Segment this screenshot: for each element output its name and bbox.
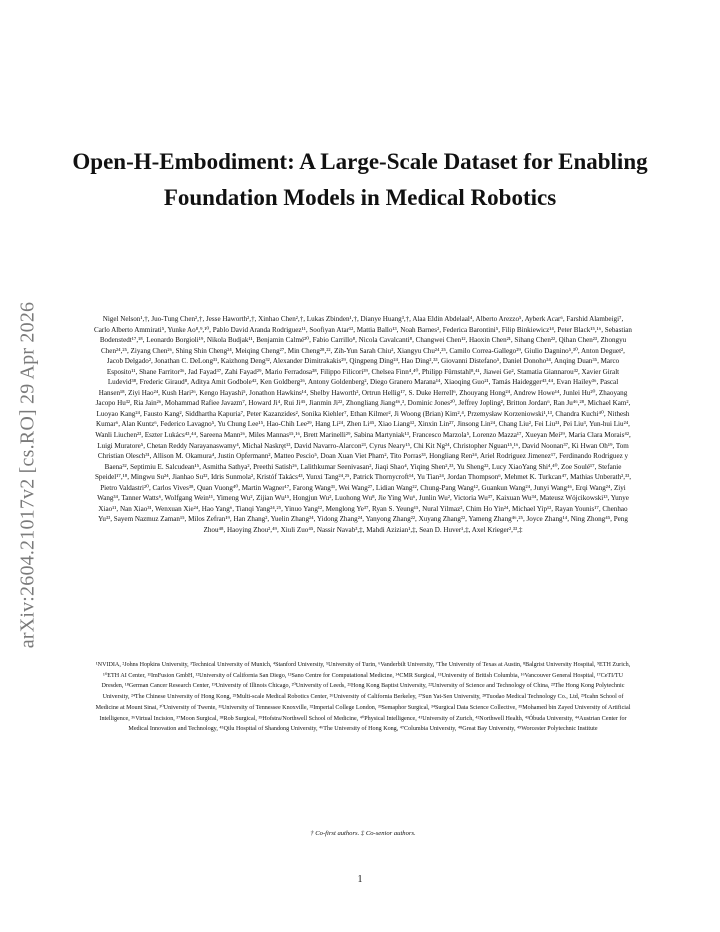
- paper-title: Open-H-Embodiment: A Large-Scale Dataset for Enabling Foundation Models in Medical Robotics: [72, 149, 648, 210]
- arxiv-identifier-stamp: [8, 265, 48, 685]
- page-number: 1: [357, 874, 363, 885]
- authorship-footnote: † Co-first authors. ‡ Co-senior authors.: [310, 830, 416, 837]
- affiliations-list: ¹NVIDIA, ²Johns Hopkins University, ³Technical University of Munich, ⁴Stanford University, ⁵University of Turin, ⁶Vanderbilt University, ⁷The University of Texas at Austin, ⁸Balgrist University Hospital, ⁹ETH Zurich, ¹⁰ETH AI Center, ¹¹ImFusion GmbH, ¹²University of California San Diego, ¹³Sano Centre for Computational Medicine, ¹⁴CMR Surgical, ¹⁵University of British Columbia, ¹⁶Vancouver General Hospital, ¹⁷CeTI/TU Dresden, ¹⁸German Cancer Research Center, ¹⁹University of Illinois Chicago, ²⁰University of Leeds, ²¹Hong Kong Baptist University, ²²University of Science and Technology of China, ²³The Hong Kong Polytechnic University, ²⁴The Chinese University of Hong Kong, ²⁵Multi-scale Medical Robotics Center, ²⁶University of California Berkeley, ²⁷Sun Yat-Sen University, ²⁸Tuodao Medical Technology Co., Ltd, ²⁹Icahn School of Medicine at Mount Sinai, ³⁰University of Twente, ³¹University of Tennessee Knoxville, ³²Imperial College London, ³³Semaphor Surgical, ³⁴Surgical Data Science Collective, ³⁵Mohamed bin Zayed University of Artificial Intelligence, ³⁶Virtual Incision, ³⁷Moon Surgical, ³⁸Rob Surgical, ³⁹Hofstra/Northwell School of Medicine, ⁴⁰Physical Intelligence, ⁴¹University of Zurich, ⁴²Northwell Health, ⁴³Óbuda University, ⁴⁴Austrian Center for Medical Innovation and Technology, ⁴⁵Qilu Hospital of Shandong University, ⁴⁶The University of Hong Kong, ⁴⁷Columbia University, ⁴⁸Great Bay University, ⁴⁹Worcester Polytechnic Institute: [95, 662, 631, 733]
- arxiv-identifier-text: arXiv:2604.21017v2 [cs.RO] 29 Apr 2026: [16, 301, 39, 649]
- author-list: Nigel Nelson¹,†, Juo-Tung Chen²,†, Jesse Haworth²,†, Xinhao Chen²,†, Lukas Zbinden¹,†, Dianye Huang³,†, Alaa Eldin Abdelaal⁴, Alberto Arezzo⁵, Ayberk Acar⁶, Farshid Alambeigi⁷, Carlo Alberto Ammirati⁵, Yunke Ao⁸,⁹,¹⁰, Pablo David Aranda Rodriguez¹¹, Soofiyan Atar¹², Mattia Ballo¹³, Noah Barnes², Federica Barontini⁵, Filip Binkiewicz¹⁴, Peter Black¹⁵,¹⁶, Sebastian Bodenstedt¹⁷,¹⁸, Leonardo Borgioli¹⁹, Nikola Budjak¹¹, Benjamin Calmé²⁰, Fabio Carrillo⁸, Nicola Cavalcanti⁸, Changwei Chen¹², Haoxin Chen²¹, Sihang Chen²², Qihan Chen²³, Zhongyu Chen²⁴,²⁵, Ziyang Chen²⁶, Shing Shin Cheng²⁴, Meiqing Cheng²⁷, Min Cheng²⁸,²², Zih-Yun Sarah Chiu², Xiangyu Chu²⁴,²⁵, Camilo Correa-Gallego²⁹, Giulio Dagnino⁵,³⁰, Anton Deguet², Jacob Delgado², Jonathan C. DeLong³¹, Kaizhong Deng³², Alexander Dimitrakakis²⁹, Qingpeng Ding²⁴, Hao Ding²,³³, Giovanni Distefano⁵, Daniel Donoho³⁴, Anqing Duan³⁵, Marco Esposito¹¹, Shane Farritor³⁶, Jad Fayad³⁷, Zahi Fayad²⁹, Mario Ferradosa³⁸, Filippo Filicori³⁹, Chelsea Finn⁴,⁴⁰, Philipp Fürnstahl⁸,⁴¹, Jiawei Ge², Stamatia Giannarou³², Xavier Giralt Ludevid³⁸, Frederic Giraud⁸, Aditya Amit Godbole⁴², Ken Goldberg²⁶, Antony Goldenberg², Diego Granero Marana¹⁴, Xiaoqing Guo²¹, Tamás Haidegger⁴³,⁴⁴, Evan Hailey³⁶, Pascal Hansen¹⁸, Ziyi Hao²⁴, Kush Hari²⁶, Kengo Hayashi⁵, Jonathon Hawkins¹⁴, Shelby Haworth², Ortrun Hellig¹⁷, S. Duke Herrell⁶, Zhouyang Hong²⁴, Andrew Howe¹⁴, Junlei Hu²⁰, Zhaoyang Jacopo Hu³², Ria Jain²⁶, Mohammad Rafiee Javazm⁷, Howard Ji⁴, Rui Ji⁴⁵, Jianmin Ji²², Zhongliang Jiang⁴⁶,³, Dominic Jones²⁰, Jeffrey Jopling², Britton Jordan⁶, Ran Ju⁴⁶,²⁸, Michael Kam², Luoyao Kang²⁴, Fausto Kang², Siddhartha Kapuria⁷, Peter Kazanzides², Sonika Kiehler⁷, Ethan Kilmer², Ji Woong (Brian) Kim²,⁴, Przemysław Korzeniowski¹,¹³, Chandra Kuchi⁴⁰, Nithesh Kumar⁶, Alan Kuntz⁶, Federico Lavagno⁵, Yu Chung Lee¹⁵, Hao-Chih Lee²⁹, Hang Li²⁴, Zhen Li⁴⁵, Xiao Liang¹², Xinxin Lin²⁷, Jinsong Lin²⁴, Chang Liu², Fei Liu³¹, Pei Liu³, Yun-hui Liu²⁴, Wanli Liuchen²³, Eszter Lukács⁴³,⁴⁴, Sareena Mann²⁶, Miles Mannas¹⁵,¹⁶, Brett Marinelli²⁹, Sabina Martyniak¹³, Francesco Marzola⁵, Lorenzo Mazza¹⁷, Xueyan Mei²⁹, Maria Clara Morais⁴², Luigi Muratore⁵, Chetan Reddy Narayanaswamy⁴, Michał Naskręt¹³, David Navarro-Alarcon²³, Cyrus Neary¹⁵, Chi Kit Ng²⁴, Christopher Nguan¹⁵,¹⁶, David Noonan³⁷, Ki Hwan Oh¹⁹, Tom Christian Olesch³¹, Allison M. Okamura⁴, Justin Opfermann², Matteo Pescio⁵, Doan Xuan Viet Pham², Tito Porras³³, Hongliang Ren²⁴, Ariel Rodriguez Jimenez¹⁷, Ferdinando Rodriguez y Baena³², Septimiu E. Salcudean¹⁵, Asmitha Sathya², Preethi Satish²⁶, Lalithkumar Seenivasan², Jiaqi Shao⁴, Yiqing Shen²,³³, Yu Sheng²², Lucy XiaoYang Shi⁴,⁴⁰, Zoe Soulé¹⁷, Stefanie Speidel¹⁷,¹⁸, Mingwu Su²⁴, Jianhao Su³², Idris Sunmola², Kristóf Takács⁴³, Yunxi Tang²⁴,²⁵, Patrick Thornycroft¹⁴, Yu Tian²⁴, Jordan Thompson⁶, Mehmet K. Turkcan⁴⁷, Mathias Unberath²,³³, Pietro Valdastri²⁰, Carlos Vives³⁸, Quan Vuong⁴⁰, Martin Wagner¹⁷, Farong Wang³¹, Wei Wang²⁷, Lidian Wang²², Chung-Pang Wang¹², Guankun Wang²⁴, Junyi Wang⁴⁶, Erqi Wang²⁴, Ziyi Wang³⁴, Tanner Watts⁶, Wolfgang Wein¹¹, Yimeng Wu², Zijian Wu¹⁵, Hongjun Wu², Luohong Wu⁸, Jie Ying Wu⁶, Junlin Wu², Victoria Wu³⁷, Kaixuan Wu³⁴, Mateusz Wójcikowski¹³, Yunye Xiao¹¹, Nan Xiao³¹, Wenxuan Xie²⁴, Hao Yang⁶, Tianqi Yang²⁴,²⁵, Yinuo Yang¹², Menglong Ye³⁷, Ryan S. Yeung¹⁵, Nural Yilmaz², Chim Ho Yin²⁴, Michael Yip¹², Rayan Younis¹⁷, Chenhao Yu³³, Sayem Nazmuz Zaman¹⁵, Milos Zefran¹⁹, Han Zhang², Yuelin Zhang²⁴, Yidong Zhang²⁴, Yanyong Zhang²², Xuyang Zhang²², Yameng Zhang⁴⁶,²⁵, Joyce Zhang¹⁴, Ning Zhong⁴⁵, Peng Zhou⁴⁸, Haoying Zhou²,⁴⁹, Xiuli Zuo⁴⁵, Nassir Navab³,‡, Mahdi Azizian¹,‡, Sean D. Huver¹,‡, Axel Krieger²,³³,‡: [94, 315, 632, 534]
